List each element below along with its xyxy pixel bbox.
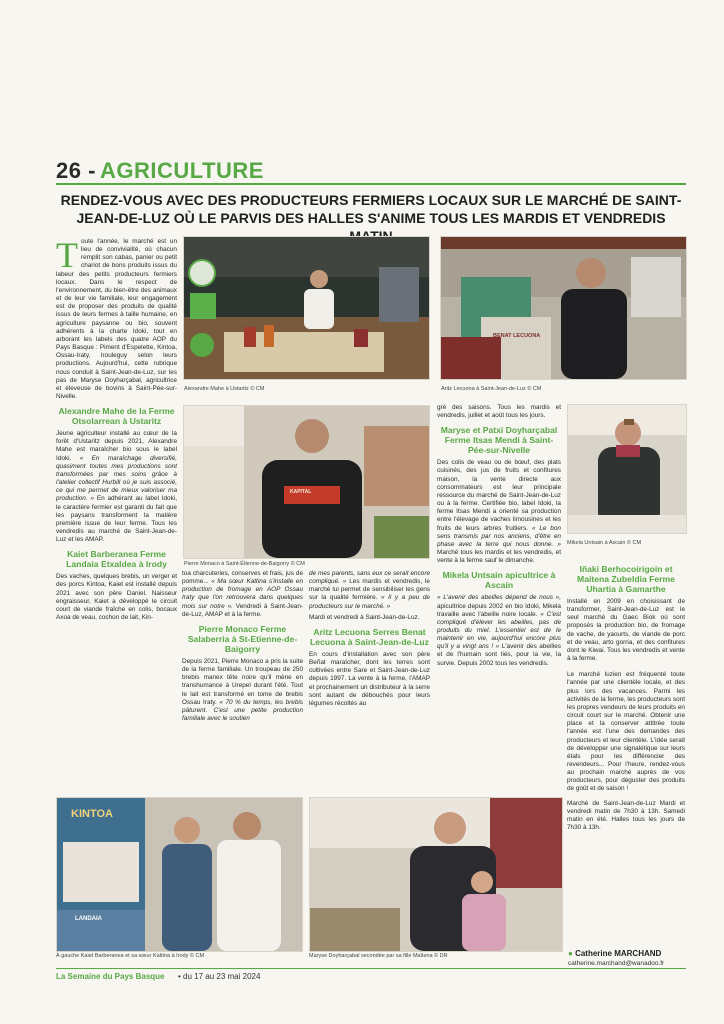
dropcap: T: [56, 238, 78, 275]
subhead-maryse: Maryse et Patxi Doyharçabal Ferme Itsas Mendi à Saint-Pée-sur-Nivelle: [440, 425, 558, 456]
shirt-text: KAPITAL: [290, 489, 312, 495]
photo-mahe-image: [184, 237, 429, 379]
column-4: [437, 404, 561, 795]
publication-name: La Semaine du Pays Basque: [56, 972, 165, 981]
monaco-paragraph: Depuis 2021, Pierre Monaco a pris la suite de la ferme familiale. Un troupeau de 250 brebis manex tête noire qu'il mène en transhumance à Urepel durant l'été. Tout le lait est transformé en tome de brebis Ossau Iraty. « 70 % du temps, les brebis pâturent. C'est une petite production familiale avec le soutien: [182, 657, 303, 723]
market-hours: Marché de Saint-Jean-de-Luz Mardi et vendredi matin de 7h30 à 13h. Samedi matin en été. Halles tous les jours de 7h30 à 13h.: [567, 799, 685, 832]
caption-monaco: Pierre Monaco à Saint-Étienne-de-Baigorry © CM: [184, 561, 305, 567]
aritz-paragraph: En cours d'installation avec son père Beñat maraîcher, dont les terres sont cultivées entre Sare et Saint-Jean-de-Luz depuis 1997. La vente à la ferme, l'AMAP et prochainement un distributeur à la serre sont autant de débouchés pour leurs légumes récoltés au: [309, 650, 430, 707]
subhead-inaki: Iñaki Berhocoirigoin et Maitena Zubeldia Ferme Uhartia à Gamarthe: [577, 564, 675, 594]
caption-aritz: Aritz Lecuona à Saint-Jean-de-Luz © CM: [441, 386, 542, 392]
photo-aritz-image: [441, 237, 686, 379]
monaco-continued: de mes parents, sans eux ce serait encore compliqué. » Les mardis et vendredis, le marché lui permet de sensibiliser les gens sur la qualité fermière. « Il y a peu de producteurs sur le marché. »: [309, 570, 430, 610]
column-3: [309, 570, 430, 795]
photo-mikela: [567, 404, 687, 534]
photo-mahe: [183, 236, 430, 380]
caption-mikela: Mikela Untsain à Ascain © CM: [567, 540, 642, 546]
photo-mikela-image: [568, 405, 686, 533]
photo-monaco-image: [184, 406, 429, 558]
intro-paragraph: Toute l'année, le marché est un lieu de convivialité, où chacun remplit son cabas, panier ou petit chariot de bons produits issus du labeur des petits producteurs fermiers locaux. Dans le respect de l'environnement, du bien-être des animaux et de leur vie familiale, leur engagement est de proposer des produits de qualité issus de leurs fermes à taille humaine, en agriculture paysanne ou bio, souvent adhérents à la charte Idoki, tout en arborant les labels des quatre AOP du Pays Basque : Piment d'Espelette, Kintoa, Ossau-Iraty, Irouleguy selon leurs productions. Aujourd'hui, cette rubrique nous conduit à Saint-Jean-de-Luz, sur les pas de Maryse Doyharçabal, agricultrice et éleveuse de bovins à Saint-Pée-sur-Nivelle.: [56, 238, 177, 400]
kaiet-continued: toa charcuteries, conserves et frais, jus de pomme... « Ma sœur Kattina s'installe en production de fromage en AOP Ossau Iraty que l'on retrouvera dans quelques mois sur notre ». Vendredi à Saint-Jean-de-Luz, AMAP et à la ferme.: [182, 570, 303, 618]
stand-sign-text: BENAT LECUONA: [493, 333, 541, 339]
article-headline: RENDEZ-VOUS AVEC DES PRODUCTEURS FERMIERS LOCAUX SUR LE MARCHÉ DE SAINT-JEAN-DE-LUZ OÙ LE PARVIS DES HALLES S'ANIME TOUS LES MARDIS ET VENDREDIS: [60, 192, 682, 226]
monaco-schedule: Mardi et vendredi à Saint-Jean-de-Luz.: [309, 613, 420, 621]
subhead-monaco: Pierre Monaco Ferme Salaberria à St-Etienne-de-Baigorry: [187, 623, 298, 654]
photo-kaiet-image: [57, 798, 302, 951]
inaki-paragraph: Installé en 2009 en choisissant de transformer, Saint-Jean-de-Luz est le seul marché du Gaec Biok où sont proposés la production bio, de fromage de vache, de yaourts, de viande de porc et de veau, arto gorria, et des confitures dont le Kiwai. Tous les vendredis et vente à la ferme.: [567, 598, 685, 663]
photo-kaiet: [56, 797, 303, 952]
column-1: [56, 238, 177, 793]
author-email[interactable]: catherine.marchand@wanadoo.fr: [568, 960, 665, 967]
subhead-aritz: Aritz Lecuona Serres Benat Lecuona à Saint-Jean-de-Luz: [310, 626, 429, 647]
landaia-sign-text: LANDAIA: [75, 916, 102, 922]
column-2: [182, 570, 303, 795]
author-name: ● Catherine MARCHAND: [568, 949, 662, 958]
mikela-paragraph: « L'avenir des abeilles dépend de nous », apicultrice depuis 2002 en bio Idoki, Mikela travaille avec l'abeille noire locale. « C'est compliqué d'élever les abeilles, pas de produits du miel. L'essentiel est de le maintenir en vie, aujourd'hui encore plus qu'il y a vingt ans ! » L'avenir des abeilles et de l'humain sont liés, pour la vie, la survie. Depuis 2002 tous les vendredis.: [437, 594, 561, 667]
caption-mahe: Alexandre Mahe à Ustaritz © CM: [184, 386, 265, 392]
author-icon: ●: [568, 949, 573, 958]
header-rule: [56, 183, 686, 185]
kintoa-logo-text: KINTOA: [71, 808, 113, 820]
maryse-paragraph: Des colis de veau ou de bœuf, des plats cuisinés, des jus de fruits et confitures maison, la vente directe aux consommateurs est leur principale ressource du marché de Saint-Jean-de-Luz ou à la ferme. Certifiée bio, label Idoki, la ferme Itsas Mendi a orienté sa production entre l'élevage de vaches limousines et les fruits de leurs arbres fruitiers. « Le bon sens transmis par nos anciens, d'être en phase avec la terre qui nous donne. » Marché tous les mardis et les vendredis, et vente à la ferme sauf le dimanche.: [437, 459, 561, 565]
closing-paragraph: Le marché luzien est fréquenté toute l'année par une clientèle locale, et des plus lors des vacances. Parmi les activités de la ferme, les producteurs sont les propres vendeurs de leurs produits en circuit court sur le marché. Obtenir une place et la conserver attitrée toute l'année est l'une des demandes des producteurs et leur clientèle. L'idée serait de développer une signalétique sur leurs étals pour les différencier des revendeurs... Pour l'heure, rendez-vous au prochain marché auprès de vos producteurs, pour déguster des produits de goût et de saison !: [567, 671, 685, 793]
kaiet-paragraph: Des vaches, quelques brebis, un verger et des porcs Kintoa, Kaiet est installé depuis 2021 avec son père Daniel. Naisseur engraisseur, Kaiet a développé le circuit court de viande fraîche en colis, bocaux Axoa de veau, cochon de lait, Kin-: [56, 573, 177, 622]
column-5: [567, 564, 685, 956]
photo-maryse-image: [310, 798, 562, 951]
section-title: AGRICULTURE: [100, 158, 264, 183]
footer-rule: [56, 968, 686, 969]
aritz-continued: gré des saisons. Tous les mardis et vendredis, juillet et août tous les jours.: [437, 404, 561, 420]
subhead-kaiet: Kaiet Barberanea Ferme Landaia Etxaldea à Irody: [66, 549, 167, 570]
mahe-paragraph: Jeune agriculteur installé au cœur de la forêt d'Ustaritz depuis 2021, Alexandre Mahe est maraîcher bio sous le label Idoki. « En maraîchage diversifié, quasiment toutes mes productions sont transformées par mes soins grâce à l'atelier collectif Hurbill où je suis associé, ce qui me permet de mieux valoriser ma production. » En adhérant au label Idoki, le caractère fermier est garanti du fait que les paysans transforment la matière première issue de leur ferme. Tous les vendredis au marché de Saint-Jean-de-Luz et les AMAP.: [56, 430, 177, 544]
caption-maryse: Maryse Doyharçabal secondée par sa fille Maïlena © DR: [309, 953, 448, 959]
subhead-mikela: Mikela Untsain apicultrice à Ascain: [442, 570, 556, 591]
photo-aritz: [440, 236, 687, 380]
photo-monaco: [183, 405, 430, 559]
photo-maryse: [309, 797, 563, 952]
subhead-mahe: Alexandre Mahe de la Ferme Otsolarrean à Ustaritz: [58, 406, 175, 427]
publication-dates: • du 17 au 23 mai 2024: [178, 972, 261, 981]
page-number: 26 -: [56, 158, 96, 183]
caption-kaiet: À gauche Kaiet Barberanea et sa sœur Kattina à Irody © CM: [56, 953, 205, 959]
